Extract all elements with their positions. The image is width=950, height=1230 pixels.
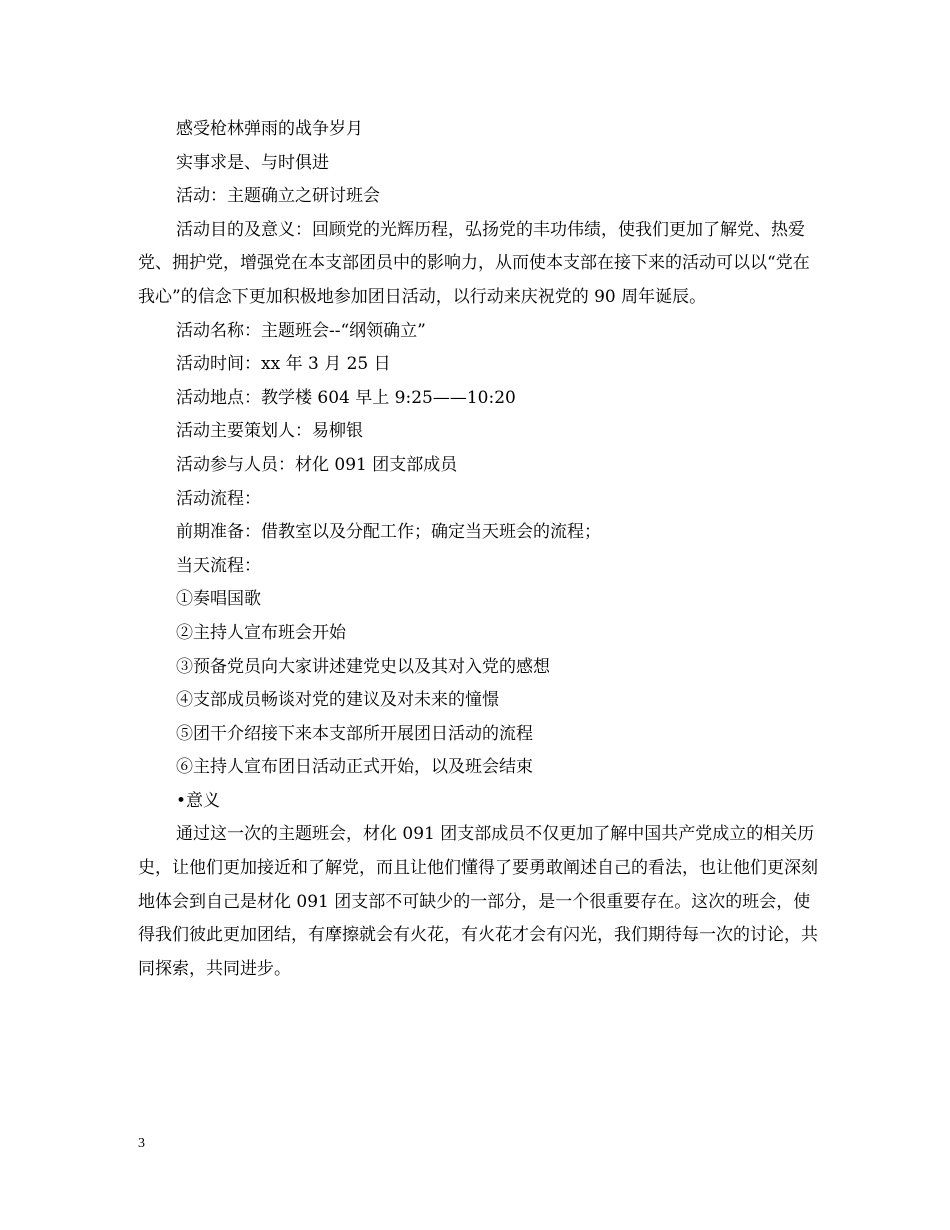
day-flow-title: 当天流程： — [176, 555, 261, 576]
activity-name: 活动名称：主题班会--“纲领确立” — [176, 320, 426, 341]
page-number: 3 — [138, 1136, 145, 1151]
flow-step: ③预备党员向大家讲述建党史以及其对入党的感想 — [176, 656, 550, 677]
preparation: 前期准备：借教室以及分配工作；确定当天班会的流程； — [176, 522, 601, 543]
significance-paragraph: 通过这一次的主题班会，材化 091 团支部成员不仅更加了解中国共产党成立的相关历史，让他们更加接近和了解党，而且让他们懂得了要勇敢阐述自己的看法，也让他们更深刻地体会到自己是材化 091 团支部不可缺少的一部分，是一个很重要存在。这次的班会，使得我们彼此更加团结，有摩擦就会有火花，有火花才会有闪光，我们期待每一次的讨论，共同探索，共同进步。 — [138, 824, 818, 979]
significance-heading: •意义 — [176, 790, 221, 811]
flow-step: ②主持人宣布班会开始 — [176, 622, 346, 643]
activity-place: 活动地点：教学楼 604 早上 9:25——10:20 — [176, 387, 516, 408]
document-body — [138, 113, 818, 986]
activity-time: 活动时间：xx 年 3 月 25 日 — [176, 354, 391, 375]
flow-step: ⑤团干介绍接下来本支部所开展团日活动的流程 — [176, 723, 533, 744]
flow-title: 活动流程： — [176, 488, 261, 509]
flow-step: ⑥主持人宣布团日活动正式开始，以及班会结束 — [176, 757, 533, 778]
text-line: 实事求是、与时俱进 — [176, 152, 329, 173]
text-line: 活动：主题确立之研讨班会 — [176, 186, 380, 207]
flow-step: ④支部成员畅谈对党的建议及对未来的憧憬 — [176, 690, 499, 711]
purpose-paragraph: 活动目的及意义：回顾党的光辉历程，弘扬党的丰功伟绩，使我们更加了解党、热爱党、拥护党，增强党在本支部团员中的影响力，从而使本支部在接下来的活动可以以“党在我心”的信念下更加积极地参加团日活动，以行动来庆祝党的 90 周年诞辰。 — [138, 219, 810, 307]
activity-participants: 活动参与人员：材化 091 团支部成员 — [176, 454, 458, 475]
activity-planner: 活动主要策划人：易柳银 — [176, 421, 363, 442]
text-line: 感受枪林弹雨的战争岁月 — [176, 119, 363, 139]
flow-step: ①奏唱国歌 — [176, 589, 261, 610]
